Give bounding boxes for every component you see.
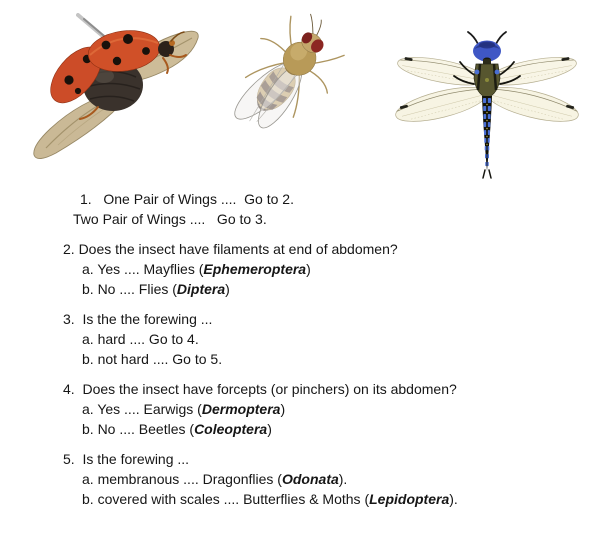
- key-line: [82, 419, 458, 439]
- key-line: [63, 449, 458, 469]
- key-line-text: ): [306, 261, 311, 277]
- key-line: [82, 489, 458, 509]
- key-line-text: 4. Does the insect have forcepts (or pinchers) on its abdomen?: [63, 381, 457, 397]
- key-line-text: ): [280, 401, 286, 417]
- key-line: [82, 259, 458, 279]
- key-line-text: b. No .... Flies (: [82, 281, 177, 297]
- key-line-text: b. No .... Beetles (: [82, 421, 195, 437]
- key-line-text: a. hard .... Go to 4.: [82, 331, 199, 347]
- key-line: [63, 379, 458, 399]
- key-line-text: Two Pair of Wings .... Go to 3.: [73, 211, 267, 227]
- key-step-1: [63, 189, 458, 229]
- key-line-text: ).: [338, 471, 348, 487]
- key-line: [63, 239, 458, 259]
- dichotomous-key: [63, 189, 458, 519]
- key-line: [63, 309, 458, 329]
- ladybug-illustration: [20, 5, 195, 165]
- key-step-2: [63, 239, 458, 299]
- taxon-name: Coleoptera: [194, 421, 268, 437]
- key-step-3: [63, 309, 458, 369]
- key-line: [82, 329, 458, 349]
- taxon-name: Diptera: [176, 281, 226, 297]
- key-line: [82, 279, 458, 299]
- taxon-name: Odonata: [281, 471, 339, 487]
- dragonfly-image: [390, 20, 585, 180]
- dragonfly-abdomen: [482, 96, 492, 178]
- key-line: [82, 399, 458, 419]
- key-step-5: [63, 449, 458, 509]
- ladybug-image: [20, 5, 195, 165]
- key-line-text: 3. Is the the forewing ...: [63, 311, 213, 327]
- dragonfly-illustration: [390, 20, 585, 180]
- key-line-text: a. membranous .... Dragonflies (: [82, 471, 282, 487]
- key-line-text: 5. Is the forewing ...: [63, 451, 190, 467]
- key-step-4: [63, 379, 458, 439]
- key-line-text: ): [267, 421, 272, 437]
- key-line: [82, 469, 458, 489]
- taxon-name: Ephemeroptera: [203, 261, 307, 277]
- fruit-fly-illustration: [228, 5, 343, 145]
- key-line-text: a. Yes .... Mayflies (: [82, 261, 204, 277]
- key-line: [73, 209, 458, 229]
- fruit-fly-image: [228, 5, 343, 145]
- key-line: [80, 189, 458, 209]
- key-line: [82, 349, 458, 369]
- taxon-name: Dermoptera: [201, 401, 281, 417]
- key-line-text: b. not hard .... Go to 5.: [82, 351, 223, 367]
- key-line-text: a. Yes .... Earwigs (: [82, 401, 202, 417]
- key-line-text: ).: [449, 491, 458, 507]
- key-line-text: b. covered with scales .... Butterflies & Moths (: [82, 491, 370, 507]
- key-line-text: ): [225, 281, 230, 297]
- taxon-name: Lepidoptera: [369, 491, 450, 507]
- key-line-text: 2. Does the insect have filaments at end of abdomen?: [63, 241, 398, 257]
- key-line-text: 1. One Pair of Wings .... Go to 2.: [80, 191, 294, 207]
